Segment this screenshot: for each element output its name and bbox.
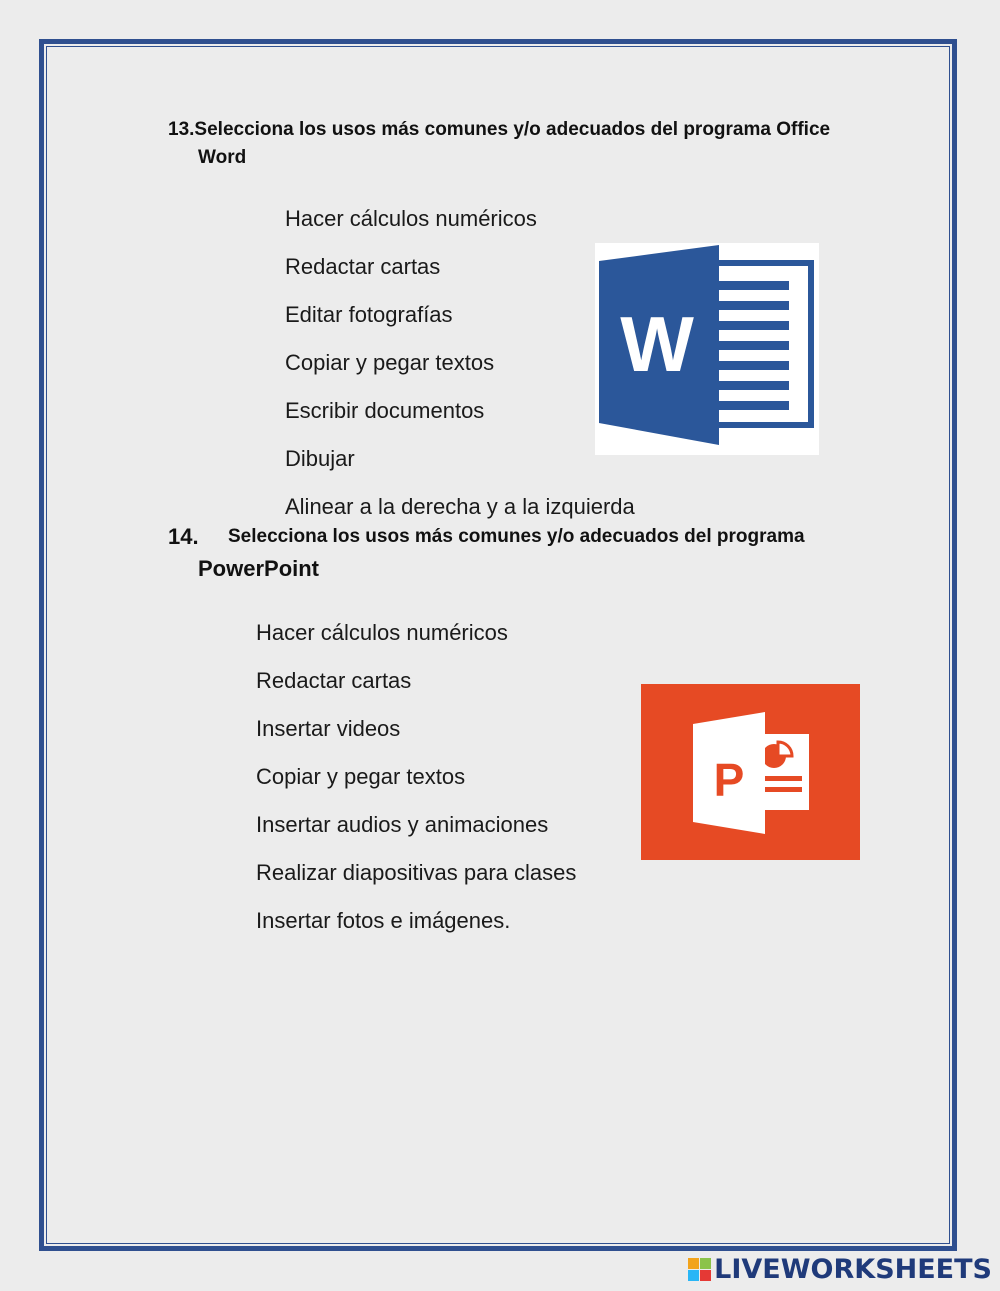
word-logo-letter: W <box>620 300 694 388</box>
question-14-title-line1: Selecciona los usos más comunes y/o adecuados del programa <box>228 526 805 547</box>
liveworksheets-watermark <box>688 1254 992 1285</box>
question-13-title-line2: Word <box>198 147 247 168</box>
option-item[interactable]: Hacer cálculos numéricos <box>256 620 508 645</box>
option-item[interactable]: Escribir documentos <box>285 398 485 423</box>
option-item[interactable]: Insertar audios y animaciones <box>256 812 549 837</box>
option-item[interactable]: Copiar y pegar textos <box>285 350 495 375</box>
option-item[interactable]: Alinear a la derecha y a la izquierda <box>285 494 635 519</box>
question-13-title <box>168 116 868 172</box>
option-item[interactable]: Hacer cálculos numéricos <box>285 206 537 231</box>
liveworksheets-logo-icon <box>688 1258 711 1281</box>
question-13-options <box>285 206 635 542</box>
question-14-options <box>256 620 576 956</box>
powerpoint-logo-icon <box>641 684 860 860</box>
option-item[interactable]: Insertar fotos e imágenes. <box>256 908 511 933</box>
question-14-number: 14. <box>168 524 199 549</box>
option-item[interactable]: Dibujar <box>285 446 355 471</box>
watermark-text: LIVEWORKSHEETS <box>714 1254 992 1285</box>
option-item[interactable]: Editar fotografías <box>285 302 453 327</box>
option-item[interactable]: Redactar cartas <box>256 668 412 693</box>
question-14-title-line2: PowerPoint <box>198 556 320 581</box>
option-item[interactable]: Realizar diapositivas para clases <box>256 860 577 885</box>
question-13-title-line1: Selecciona los usos más comunes y/o adecuados del programa Office <box>194 119 831 140</box>
option-item[interactable]: Copiar y pegar textos <box>256 764 466 789</box>
word-logo-icon <box>595 243 819 455</box>
option-item[interactable]: Insertar videos <box>256 716 401 741</box>
powerpoint-logo-letter: P <box>713 754 745 806</box>
option-item[interactable]: Redactar cartas <box>285 254 441 279</box>
question-13-number: 13. <box>168 119 195 140</box>
